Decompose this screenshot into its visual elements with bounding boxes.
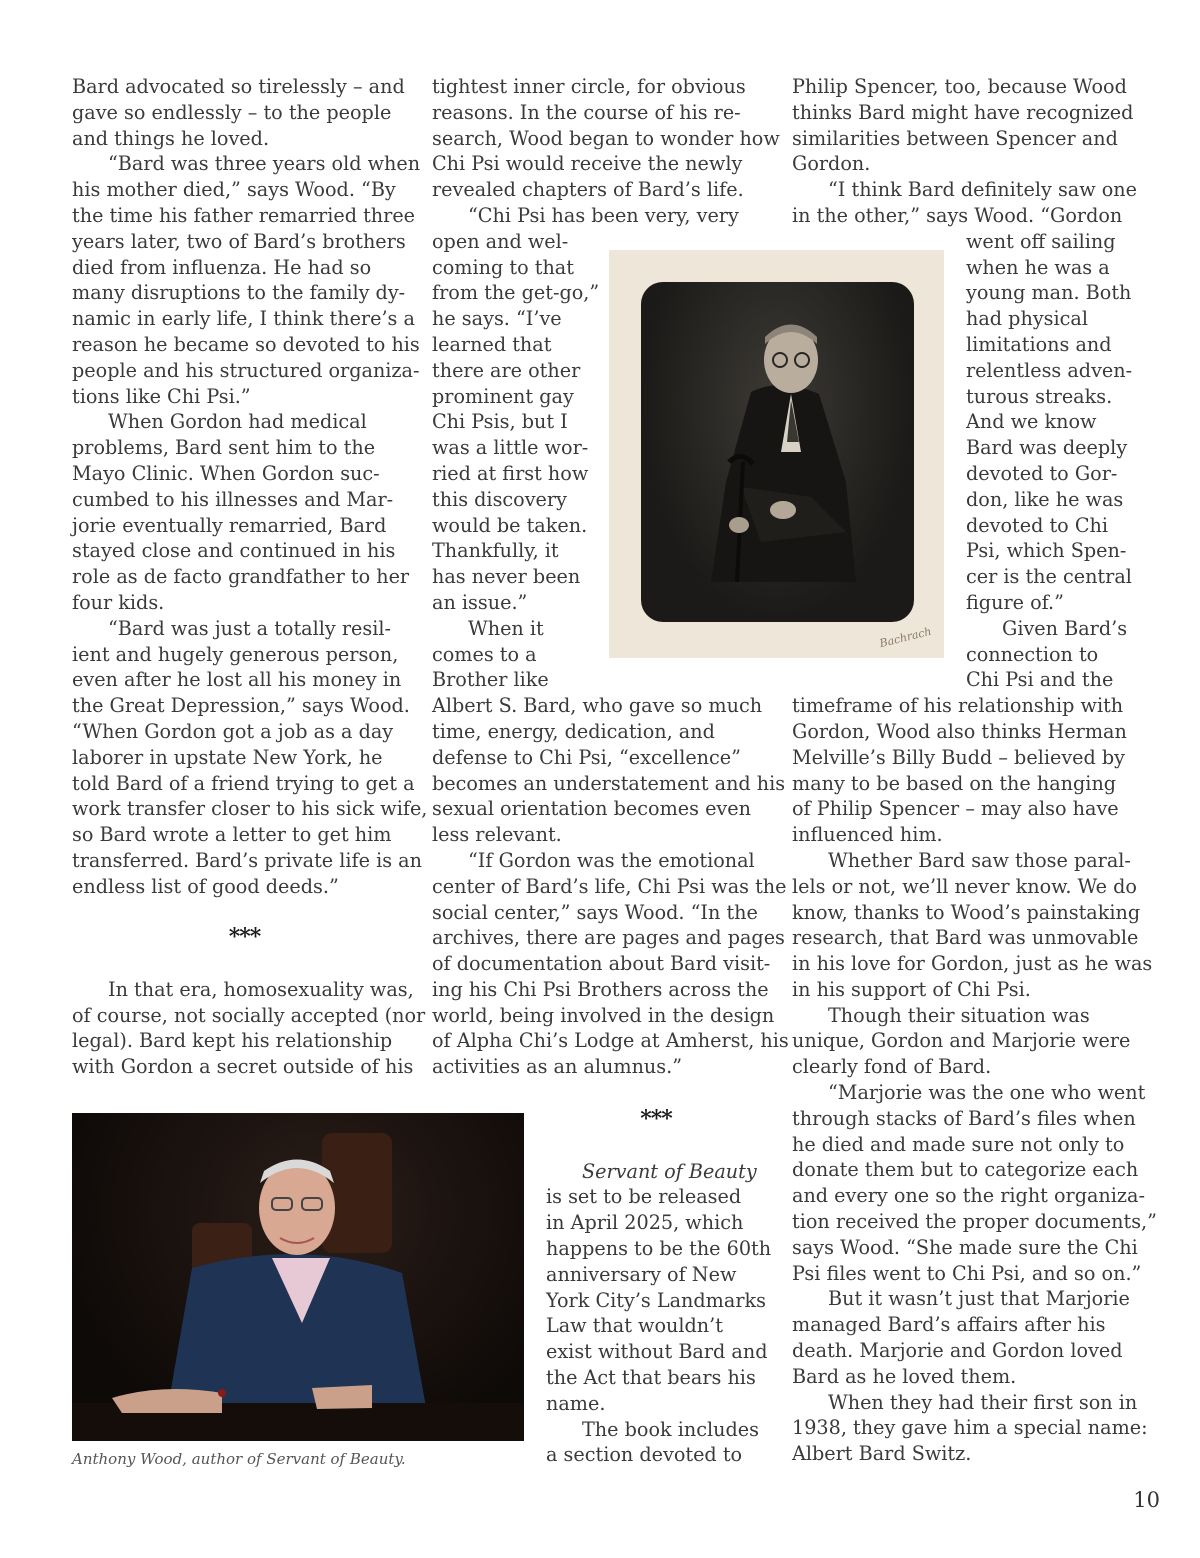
text-line: connection to [966,642,1099,666]
text-line: says Wood. “She made sure the Chi [792,1235,1138,1259]
text-line: work transfer closer to his sick wife, [72,797,428,821]
spacer [546,1133,766,1159]
text-line: endless list of good deeds.” [72,874,339,898]
text-line: Bard advocated so tirelessly – and [72,75,405,98]
text-line: And we know [966,410,1097,434]
text-line: a section devoted to [546,1443,743,1467]
seated-man-figure [641,282,914,622]
text-line: comes to a [432,642,537,666]
text-line: of Alpha Chi’s Lodge at Amherst, his [432,1029,789,1053]
text-line: Mayo Clinic. When Gordon suc- [72,461,380,485]
text-line: ing his Chi Psi Brothers across the [432,977,769,1001]
text-line: “I think Bard definitely saw one [828,178,1138,202]
text-line: “Chi Psi has been very, very [468,203,739,227]
text-line: was a little wor- [432,436,589,460]
text-line: Bard was deeply [966,436,1128,460]
text-line: four kids. [72,590,165,614]
text-line: managed Bard’s affairs after his [792,1313,1106,1337]
text-line: Brother like [432,668,549,692]
text-line: anniversary of New [546,1262,737,1286]
text-line: transferred. Bard’s private life is an [72,848,422,872]
text-line: this discovery [432,487,567,511]
text-line: the Act that bears his [546,1365,756,1389]
text-line: gave so endlessly – to the people [72,100,392,124]
text-line: namic in early life, I think there’s a [72,307,415,331]
text-line: exist without Bard and [546,1340,768,1364]
text-line: coming to that [432,255,574,279]
text-line: In that era, homosexuality was, [108,977,414,1001]
text-line: But it wasn’t just that Marjorie [828,1287,1130,1311]
text-line: “Bard was just a totally resil- [108,616,391,640]
text-line: less relevant. [432,823,562,847]
text-line: in his support of Chi Psi. [792,977,1031,1001]
text-line: figure of.” [966,590,1064,614]
text-line: Gordon, Wood also thinks Herman [792,719,1127,743]
text-line: lels or not, we’ll never know. We do [792,874,1137,898]
text-line: thinks Bard might have recognized [792,100,1134,124]
text-line: The book includes [582,1417,759,1441]
anthony-wood-photo [72,1113,524,1441]
text-line: the Great Depression,” says Wood. [72,694,410,718]
text-line: research, that Bard was unmovable [792,926,1139,950]
text-line: revealed chapters of Bard’s life. [432,178,744,202]
text-line: Philip Spencer, too, because Wood [792,75,1127,98]
article-column-1 [72,74,428,1080]
text-line: know, thanks to Wood’s painstaking [792,900,1141,924]
text-line: “When Gordon got a job as a day [72,719,394,743]
text-line: clearly fond of Bard. [792,1055,992,1079]
text-line: Bard as he loved them. [792,1364,1017,1388]
text-line: went off sailing [966,229,1116,253]
text-line: his mother died,” says Wood. “By [72,178,396,202]
text-line: donate them but to categorize each [792,1158,1139,1182]
text-line: York City’s Landmarks [546,1288,766,1312]
text-line: similarities between Spencer and [792,126,1118,150]
text-line: of documentation about Bard visit- [432,952,771,976]
text-line: Thankfully, it [432,539,559,563]
text-line: reason he became so devoted to his [72,332,420,356]
text-line: died from influenza. He had so [72,255,372,279]
text-line: defense to Chi Psi, “excellence” [432,745,741,769]
text-line: cer is the central [966,565,1132,589]
text-line: problems, Bard sent him to the [72,436,376,460]
text-line: has never been [432,565,581,589]
text-line: in April 2025, which [546,1211,744,1235]
spacer [72,951,417,977]
text-line: timeframe of his relationship with [792,694,1124,718]
text-line: devoted to Chi [966,513,1109,537]
text-line: prominent gay [432,384,574,408]
text-line: “If Gordon was the emotional [468,848,755,872]
text-line: young man. Both [966,281,1132,305]
text-line: people and his structured organiza- [72,358,420,382]
text-line: ried at first how [432,461,589,485]
text-line: tightest inner circle, for obvious [432,75,746,98]
text-line: Whether Bard saw those paral- [828,848,1131,872]
text-line: legal). Bard kept his relationship [72,1029,393,1053]
text-line: years later, two of Bard’s brothers [72,229,406,253]
bard-portrait-photo [609,250,944,658]
text-line: reasons. In the course of his re- [432,100,741,124]
text-line: there are other [432,358,581,382]
text-line: When it [468,616,544,640]
text-line: jorie eventually remarried, Bard [72,513,387,537]
text-line: Though their situation was [828,1003,1090,1027]
text-line: Albert S. Bard, who gave so much [432,694,763,718]
text-line: open and wel- [432,229,569,253]
text-line: Albert Bard Switz. [792,1442,972,1466]
text-line: is set to be released [546,1185,742,1209]
text-line: Chi Psis, but I [432,410,568,434]
photo-caption: Anthony Wood, author of Servant of Beauty. [72,1450,406,1468]
text-line: so Bard wrote a letter to get him [72,823,392,847]
text-line: “Marjorie was the one who went [828,1081,1146,1105]
article-column-2-lower [546,1106,772,1468]
text-line: in the other,” says Wood. “Gordon [792,203,1123,227]
text-line: laborer in upstate New York, he [72,745,383,769]
text-line: relentless adven- [966,358,1133,382]
seated-author-figure [72,1113,524,1441]
text-line: of course, not socially accepted (nor [72,1003,426,1027]
text-line: told Bard of a friend trying to get a [72,771,415,795]
text-line: even after he lost all his money in [72,668,402,692]
text-line: 1938, they gave him a special name: [792,1416,1148,1440]
text-line: and every one so the right organiza- [792,1184,1145,1208]
text-line: devoted to Gor- [966,461,1118,485]
text-line: cumbed to his illnesses and Mar- [72,487,394,511]
text-line: When they had their first son in [828,1390,1138,1414]
text-line: with Gordon a secret outside of his [72,1055,414,1079]
spacer [72,900,417,926]
text-line: Given Bard’s [1002,616,1128,640]
text-line: he died and made sure not only to [792,1132,1125,1156]
bard-portrait-image [641,282,914,622]
text-line: role as de facto grandfather to her [72,565,410,589]
text-line: ient and hugely generous person, [72,642,399,666]
text-line: name. [546,1391,606,1415]
text-line: many disruptions to the family dy- [72,281,406,305]
text-line: center of Bard’s life, Chi Psi was the [432,874,787,898]
text-line: Law that wouldn’t [546,1314,723,1338]
text-line: Gordon. [792,152,871,176]
text-line: Chi Psi would receive the newly [432,152,743,176]
text-line: had physical [966,307,1088,331]
text-line: “Bard was three years old when [108,152,421,176]
text-line: Psi, which Spen- [966,539,1127,563]
text-line: search, Wood began to wonder how [432,126,780,150]
section-separator: *** [640,1106,672,1132]
section-separator: *** [228,924,261,951]
page-number: 10 [1133,1488,1160,1512]
text-line: many to be based on the hanging [792,771,1117,795]
text-line: an issue.” [432,590,528,614]
text-line: would be taken. [432,513,588,537]
text-line: tions like Chi Psi.” [72,384,251,408]
text-line: social center,” says Wood. “In the [432,900,758,924]
text-line: don, like he was [966,487,1124,511]
text-line: death. Marjorie and Gordon loved [792,1339,1123,1363]
text-line: becomes an understatement and his [432,771,786,795]
text-line: tion received the proper documents,” [792,1210,1157,1234]
text-line: he says. “I’ve [432,307,562,331]
photographer-signature: Bachrach [878,624,933,651]
text-line: limitations and [966,332,1112,356]
text-line: When Gordon had medical [108,410,367,434]
text-line: Melville’s Billy Budd – believed by [792,745,1126,769]
text-line: from the get-go,” [432,281,600,305]
text-line: time, energy, dedication, and [432,719,715,743]
text-line: of Philip Spencer – may also have [792,797,1119,821]
text-line: turous streaks. [966,384,1113,408]
text-line: and things he loved. [72,126,270,150]
text-line: through stacks of Bard’s files when [792,1106,1136,1130]
text-line: influenced him. [792,823,943,847]
text-line: in his love for Gordon, just as he was [792,952,1153,976]
text-line: when he was a [966,255,1110,279]
text-line: world, being involved in the design [432,1003,775,1027]
text-line: the time his father remarried three [72,203,416,227]
text-line: Psi files went to Chi Psi, and so on.” [792,1261,1142,1285]
book-title-line: Servant of Beauty [582,1159,757,1183]
text-line: unique, Gordon and Marjorie were [792,1029,1131,1053]
text-line: activities as an alumnus.” [432,1055,683,1079]
text-line: Chi Psi and the [966,668,1114,692]
text-line: archives, there are pages and pages [432,926,785,950]
text-line: learned that [432,332,552,356]
text-line: sexual orientation becomes even [432,797,751,821]
text-line: happens to be the 60th [546,1236,772,1260]
text-line: stayed close and continued in his [72,539,396,563]
